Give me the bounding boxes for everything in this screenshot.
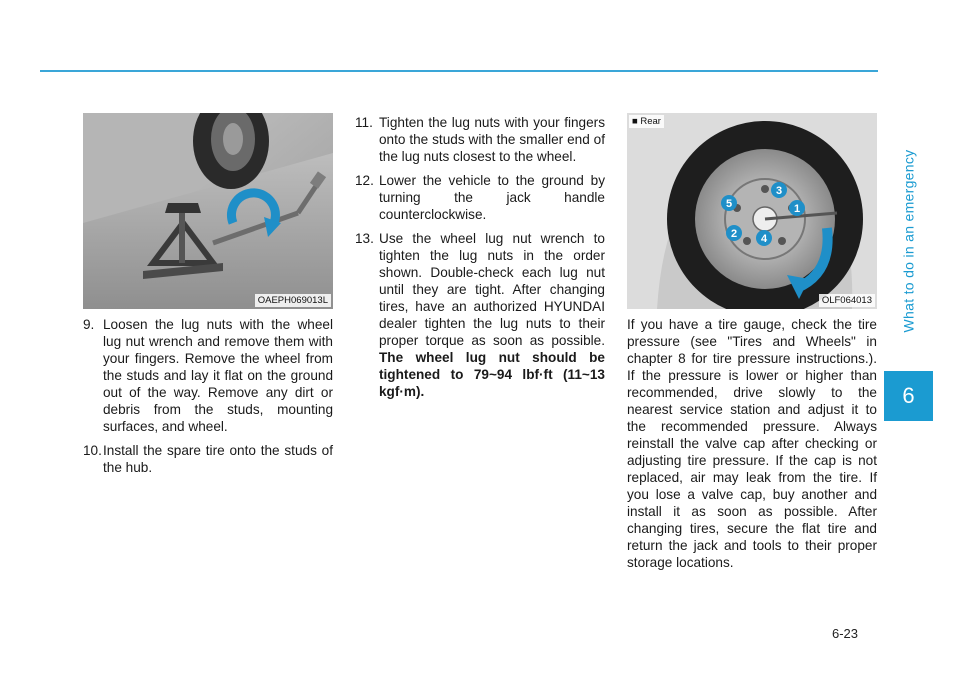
lug-label-4: 4 xyxy=(760,233,768,245)
step-12: 12. Lower the vehicle to the ground by turning the jack handle counterclockwise. xyxy=(355,173,605,222)
lug-label-1: 1 xyxy=(793,203,801,215)
section-title-text: What to do in an emergency xyxy=(900,149,916,332)
column-right xyxy=(627,316,877,571)
chapter-tab[interactable] xyxy=(884,371,933,421)
lug-label-5: 5 xyxy=(725,198,733,210)
column-middle xyxy=(355,114,605,407)
step-13: 13. Use the wheel lug nut wrench to tighten the lug nuts in the order shown. Double-check each lug nut until they are tight. After changing tires, have an authorized HYUNDAI dealer tighten the lug nuts to their proper torque as soon as possible. The wheel lug nut should be tightened to 79~94 lbf·ft (11~13 kgf·m). xyxy=(355,231,605,399)
wheel-lug-order-illustration xyxy=(627,113,877,309)
car-jack-illustration xyxy=(83,113,333,309)
chapter-number: 6 xyxy=(902,383,915,408)
figure-code: OLF064013 xyxy=(819,294,875,307)
header-rule xyxy=(40,70,878,72)
figure-code: OAEPH069013L xyxy=(255,294,331,307)
lug-label-3: 3 xyxy=(775,185,783,197)
rear-badge: ■ Rear xyxy=(629,115,664,128)
jack-figure xyxy=(83,113,333,309)
tire-gauge-paragraph: If you have a tire gauge, check the tire pressure (see "Tires and Wheels" in chapter 8 for tire pressure instructions.). If the pressure is lower or higher than recommended, drive slowly to the nearest service station and adjust it to the recommended pressure. Always reinstall the valve cap after checking or adjusting tire pressure. If the cap is not replaced, air may leak from the tire. If you lose a valve cap, buy another and install it as soon as possible. After changing tires, secure the flat tire and return the jack and tools to their proper storage locations. xyxy=(627,317,877,570)
page-number: 6-23 xyxy=(832,626,859,641)
wheel-figure xyxy=(627,113,877,309)
step-11: 11. Tighten the lug nuts with your fingers onto the studs with the smaller end of the lug nuts closest to the wheel. xyxy=(355,115,605,164)
lug-label-2: 2 xyxy=(730,228,738,240)
torque-warning: The wheel lug nut should be tightened to 79~94 lbf·ft (11~13 kgf·m). xyxy=(379,350,605,399)
step-10: 10.Install the spare tire onto the studs of the hub. xyxy=(83,443,333,475)
column-left xyxy=(83,316,333,483)
step-9: 9. Loosen the lug nuts with the wheel lug nut wrench and remove them with your fingers. Remove the wheel from the studs and lay it flat on the ground out of the way. Remove any dirt or debris from the studs, mounting surfaces, and wheel. xyxy=(83,317,333,434)
section-title xyxy=(898,108,918,373)
